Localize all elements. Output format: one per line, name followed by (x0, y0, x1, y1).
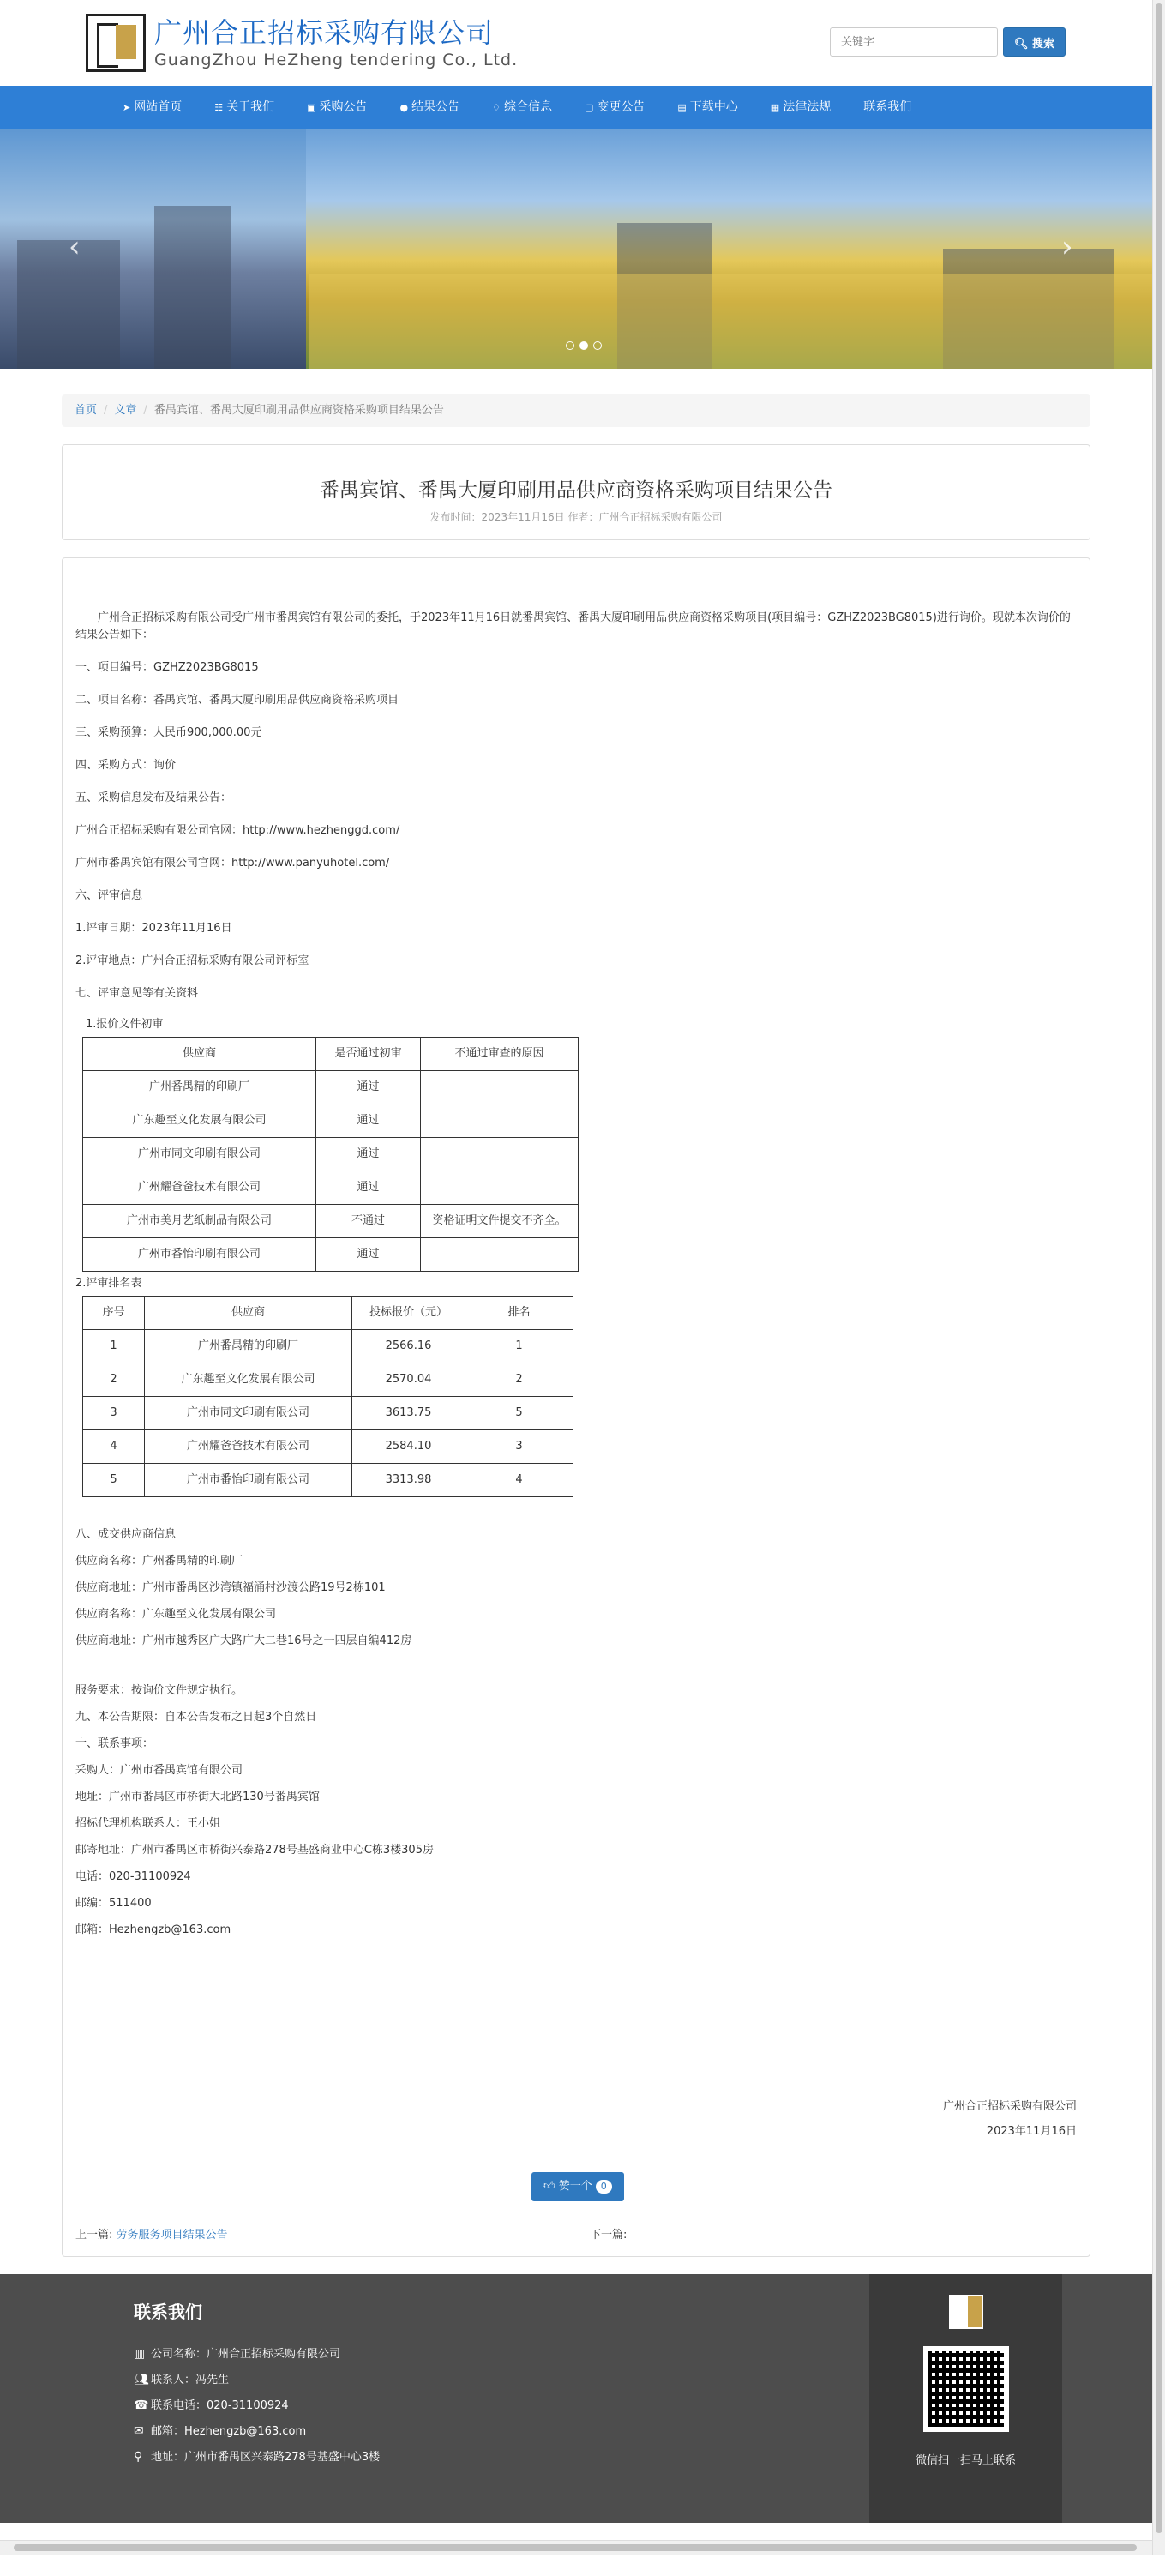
article-title: 番禺宾馆、番禺大厦印刷用品供应商资格采购项目结果公告 (320, 479, 832, 502)
footer-logo-icon (949, 2295, 983, 2329)
nav-about[interactable] (198, 86, 291, 129)
logo-mark-icon (86, 14, 146, 72)
next-label: 下一篇: (590, 2229, 628, 2242)
table-cell: 广东趣至文化发展有限公司 (83, 1104, 316, 1138)
article-line: 九、本公告期限：自本公告发布之日起3个自然日 (75, 1711, 317, 1724)
table-header-cell: 是否通过初审 (316, 1038, 421, 1071)
table-row (83, 1238, 579, 1272)
table-row (83, 1171, 579, 1205)
search-button-label: 搜索 (1032, 37, 1055, 51)
article-line: 供应商地址：广州市越秀区广大路广大二巷16号之一四层自编412房 (75, 1634, 412, 1647)
banner-greenery (309, 274, 1152, 369)
breadcrumb-articles[interactable]: 文章 (114, 404, 137, 417)
download-icon: ▤ (677, 102, 687, 113)
header (0, 0, 1152, 86)
article-line: 五、采购信息发布及结果公告： (75, 791, 232, 804)
prev-label: 上一篇: (75, 2229, 113, 2242)
article-intro: 广州合正招标采购有限公司受广州市番禺宾馆有限公司的委托，于2023年11月16日就番禺宾馆、番禺大厦印刷用品供应商资格采购项目(项目编号：GZHZ2023BG8015)进行询价。现就本次询价的结果公告如下： (75, 611, 1071, 641)
banner-dots (566, 341, 607, 350)
table-cell: 3313.98 (352, 1464, 465, 1497)
table-row (83, 1330, 573, 1363)
logo-company-cn: 广州合正招标采购有限公司 (154, 16, 495, 49)
table-header-cell: 供应商 (145, 1297, 352, 1330)
article-line: 邮编：511400 (75, 1897, 152, 1910)
article-title-panel (62, 444, 1090, 540)
table-row (83, 1464, 573, 1497)
article-section-1 (75, 659, 1077, 1002)
table1-caption: 1.报价文件初审 (86, 1018, 164, 1031)
like-label: 赞一个 (558, 2180, 592, 2193)
table-row (83, 1104, 579, 1138)
table-cell: 资格证明文件提交不齐全。 (421, 1205, 579, 1238)
table-cell: 广州市同文印刷有限公司 (145, 1397, 352, 1430)
table-cell: 通过 (316, 1071, 421, 1104)
qr-box (869, 2274, 1062, 2523)
table-row (83, 1363, 573, 1397)
breadcrumb-sep: / (143, 404, 147, 417)
footer-email: 邮箱：Hezhengzb@163.com (151, 2425, 307, 2438)
nav-about-label: 关于我们 (226, 100, 275, 114)
table-cell: 5 (465, 1397, 573, 1430)
send-icon: ➤ (123, 102, 131, 113)
table-header-row (83, 1038, 579, 1071)
footer-phone: 联系电话：020-31100924 (151, 2399, 289, 2412)
footer-company: 公司名称：广州合正招标采购有限公司 (151, 2348, 341, 2361)
table-cell: 4 (465, 1464, 573, 1497)
users-icon: ☷ (214, 102, 224, 113)
table-header-cell: 供应商 (83, 1038, 316, 1071)
table-cell: 2570.04 (352, 1363, 465, 1397)
review-table (82, 1037, 579, 1272)
like-button[interactable] (531, 2172, 624, 2201)
article-line: 四、采购方式：询价 (75, 759, 177, 772)
thumbs-up-icon: 👍︎ (543, 2180, 555, 2193)
article-line: 2.评审地点：广州合正招标采购有限公司评标室 (75, 954, 309, 967)
circle-icon: ● (399, 102, 409, 113)
nav-procurement[interactable] (291, 86, 383, 129)
article-line: 广州市番禺宾馆有限公司官网：http://www.panyuhotel.com/ (75, 857, 390, 870)
building-icon: ▥ (134, 2347, 146, 2361)
article-section-3 (75, 1682, 1077, 1939)
nav-changes-label: 变更公告 (597, 100, 646, 114)
footer (0, 2274, 1152, 2523)
table-cell: 2 (465, 1363, 573, 1397)
search-form (830, 27, 1066, 57)
site-logo[interactable] (86, 14, 518, 72)
table-cell: 2566.16 (352, 1330, 465, 1363)
user-icon: 👥︎ (134, 2373, 149, 2386)
prev-article-link[interactable]: 劳务服务项目结果公告 (116, 2229, 228, 2242)
table-cell: 通过 (316, 1104, 421, 1138)
table-cell: 广州耀爸爸技术有限公司 (145, 1430, 352, 1464)
article-line: 供应商地址：广州市番禺区沙湾镇福涌村沙渡公路19号2栋101 (75, 1581, 386, 1594)
banner-prev-icon[interactable]: ‹ (69, 230, 81, 264)
footer-title: 联系我们 (134, 2302, 202, 2322)
hero-banner (0, 129, 1152, 369)
article-line: 七、评审意见等有关资料 (75, 987, 199, 1000)
table-header-cell: 投标报价（元） (352, 1297, 465, 1330)
main-nav (0, 86, 1152, 129)
search-button[interactable] (1003, 27, 1066, 57)
table-cell: 广州市番怡印刷有限公司 (83, 1238, 316, 1272)
article-pager (75, 2227, 1078, 2244)
nav-results[interactable] (384, 86, 477, 129)
table-header-cell: 序号 (83, 1297, 145, 1330)
vertical-scroll-thumb[interactable] (1156, 3, 1162, 2533)
article-line: 供应商名称：广州番禺精的印刷厂 (75, 1555, 243, 1568)
table-row (83, 1397, 573, 1430)
table-cell: 3613.75 (352, 1397, 465, 1430)
vertical-scrollbar[interactable] (1152, 0, 1165, 2555)
lightbulb-icon: ♢ (492, 102, 501, 113)
article-line: 招标代理机构联系人：王小姐 (75, 1817, 221, 1830)
table-cell: 通过 (316, 1238, 421, 1272)
table-cell: 广东趣至文化发展有限公司 (145, 1363, 352, 1397)
article-line: 1.评审日期：2023年11月16日 (75, 922, 232, 935)
main-container (62, 394, 1090, 2257)
table-cell: 广州耀爸爸技术有限公司 (83, 1171, 316, 1205)
table-cell: 广州市美月艺纸制品有限公司 (83, 1205, 316, 1238)
article-line: 二、项目名称：番禺宾馆、番禺大厦印刷用品供应商资格采购项目 (75, 694, 399, 707)
table-cell (421, 1171, 579, 1205)
map-marker-icon: ⚲ (134, 2450, 143, 2464)
table-cell: 广州番禺精的印刷厂 (145, 1330, 352, 1363)
phone-icon: ☎ (134, 2398, 149, 2412)
nav-contact[interactable] (847, 86, 928, 129)
breadcrumb-sep: / (104, 404, 108, 417)
article-meta: 发布时间：2023年11月16日 作者：广州合正招标采购有限公司 (429, 511, 723, 523)
nav-contact-label: 联系我们 (863, 100, 912, 114)
table-cell: 2 (83, 1363, 145, 1397)
search-icon: 🔍︎ (1014, 37, 1029, 51)
sign-company: 广州合正招标采购有限公司 (942, 2100, 1077, 2113)
nav-procurement-label: 采购公告 (319, 100, 368, 114)
banner-dot-active[interactable] (579, 341, 588, 350)
table-header-row (83, 1297, 573, 1330)
table-cell: 广州番禺精的印刷厂 (83, 1071, 316, 1104)
table-cell: 通过 (316, 1171, 421, 1205)
qr-caption: 微信扫一扫马上联系 (915, 2454, 1016, 2467)
table-cell (421, 1071, 579, 1104)
table-cell: 1 (465, 1330, 573, 1363)
article-content (62, 557, 1090, 2257)
article-line: 供应商名称：广东趣至文化发展有限公司 (75, 1608, 277, 1621)
envelope-icon: ✉ (134, 2424, 144, 2438)
nav-info[interactable] (476, 86, 568, 129)
like-count: 0 (596, 2180, 612, 2194)
calendar-icon: ▢ (584, 102, 594, 113)
table-cell: 3 (83, 1397, 145, 1430)
article-line: 邮寄地址：广州市番禺区市桥街兴泰路278号基盛商业中心C栋3楼305房 (75, 1844, 434, 1857)
article-line: 八、成交供应商信息 (75, 1528, 177, 1541)
table2-caption: 2.评审排名表 (75, 1277, 142, 1290)
table-cell (421, 1238, 579, 1272)
nav-home[interactable] (106, 86, 198, 129)
banner-next-icon[interactable]: › (1061, 230, 1073, 264)
article-line: 三、采购预算：人民币900,000.00元 (75, 726, 262, 739)
nav-changes[interactable] (568, 86, 661, 129)
article-section-2 (75, 1526, 1077, 1650)
nav-download-label: 下载中心 (689, 100, 738, 114)
nav-info-label: 综合信息 (503, 100, 552, 114)
table-cell: 4 (83, 1430, 145, 1464)
banner-skyline (154, 206, 231, 369)
nav-law-label: 法律法规 (783, 100, 832, 114)
footer-contact (134, 2341, 380, 2470)
footer-address: 地址：广州市番禺区兴泰路278号基盛中心3楼 (151, 2451, 381, 2464)
table-row (83, 1205, 579, 1238)
nav-home-label: 网站首页 (134, 100, 183, 114)
sign-date: 2023年11月16日 (986, 2125, 1077, 2138)
table-row (83, 1138, 579, 1171)
table-cell: 5 (83, 1464, 145, 1497)
briefcase-icon: ▣ (307, 102, 316, 113)
table-cell: 不通过 (316, 1205, 421, 1238)
wechat-qr-code (923, 2346, 1009, 2432)
ranking-table (82, 1296, 573, 1497)
table-cell (421, 1104, 579, 1138)
nav-download[interactable] (661, 86, 754, 129)
table-header-cell: 排名 (465, 1297, 573, 1330)
article-line: 十、联系事项： (75, 1737, 154, 1750)
banner-dot[interactable] (566, 341, 574, 350)
table-cell: 广州市同文印刷有限公司 (83, 1138, 316, 1171)
logo-company-en: GuangZhou HeZheng tendering Co., Ltd. (154, 51, 519, 69)
nav-law[interactable] (754, 86, 847, 129)
article-line: 一、项目编号：GZHZ2023BG8015 (75, 661, 259, 674)
search-input[interactable] (830, 27, 998, 57)
breadcrumb-home[interactable]: 首页 (75, 404, 98, 417)
article-line: 采购人：广州市番禺宾馆有限公司 (75, 1764, 243, 1777)
table-header-cell: 不通过审查的原因 (421, 1038, 579, 1071)
table-cell: 通过 (316, 1138, 421, 1171)
nav-results-label: 结果公告 (411, 100, 460, 114)
horizontal-scrollbar[interactable] (0, 2540, 1152, 2555)
table-row (83, 1430, 573, 1464)
article-line: 服务要求：按询价文件规定执行。 (75, 1684, 243, 1697)
table-cell: 3 (465, 1430, 573, 1464)
table-row (83, 1071, 579, 1104)
article-line: 广州合正招标采购有限公司官网：http://www.hezhenggd.com/ (75, 824, 400, 837)
table-cell: 2584.10 (352, 1430, 465, 1464)
article-signature (943, 2098, 1077, 2148)
banner-dot[interactable] (593, 341, 602, 350)
table-cell (421, 1138, 579, 1171)
article-line: 邮箱：Hezhengzb@163.com (75, 1923, 231, 1936)
article-line: 六、评审信息 (75, 889, 143, 902)
breadcrumb (62, 394, 1090, 427)
breadcrumb-current: 番禺宾馆、番禺大厦印刷用品供应商资格采购项目结果公告 (153, 404, 444, 417)
book-icon: ▦ (770, 102, 780, 113)
table-cell: 广州市番怡印刷有限公司 (145, 1464, 352, 1497)
footer-contact-person: 联系人：冯先生 (151, 2374, 230, 2386)
article-line: 电话：020-31100924 (75, 1870, 191, 1883)
article-line: 地址：广州市番禺区市桥街大北路130号番禺宾馆 (75, 1791, 320, 1803)
table-cell: 1 (83, 1330, 145, 1363)
horizontal-scroll-thumb[interactable] (14, 2544, 1137, 2551)
